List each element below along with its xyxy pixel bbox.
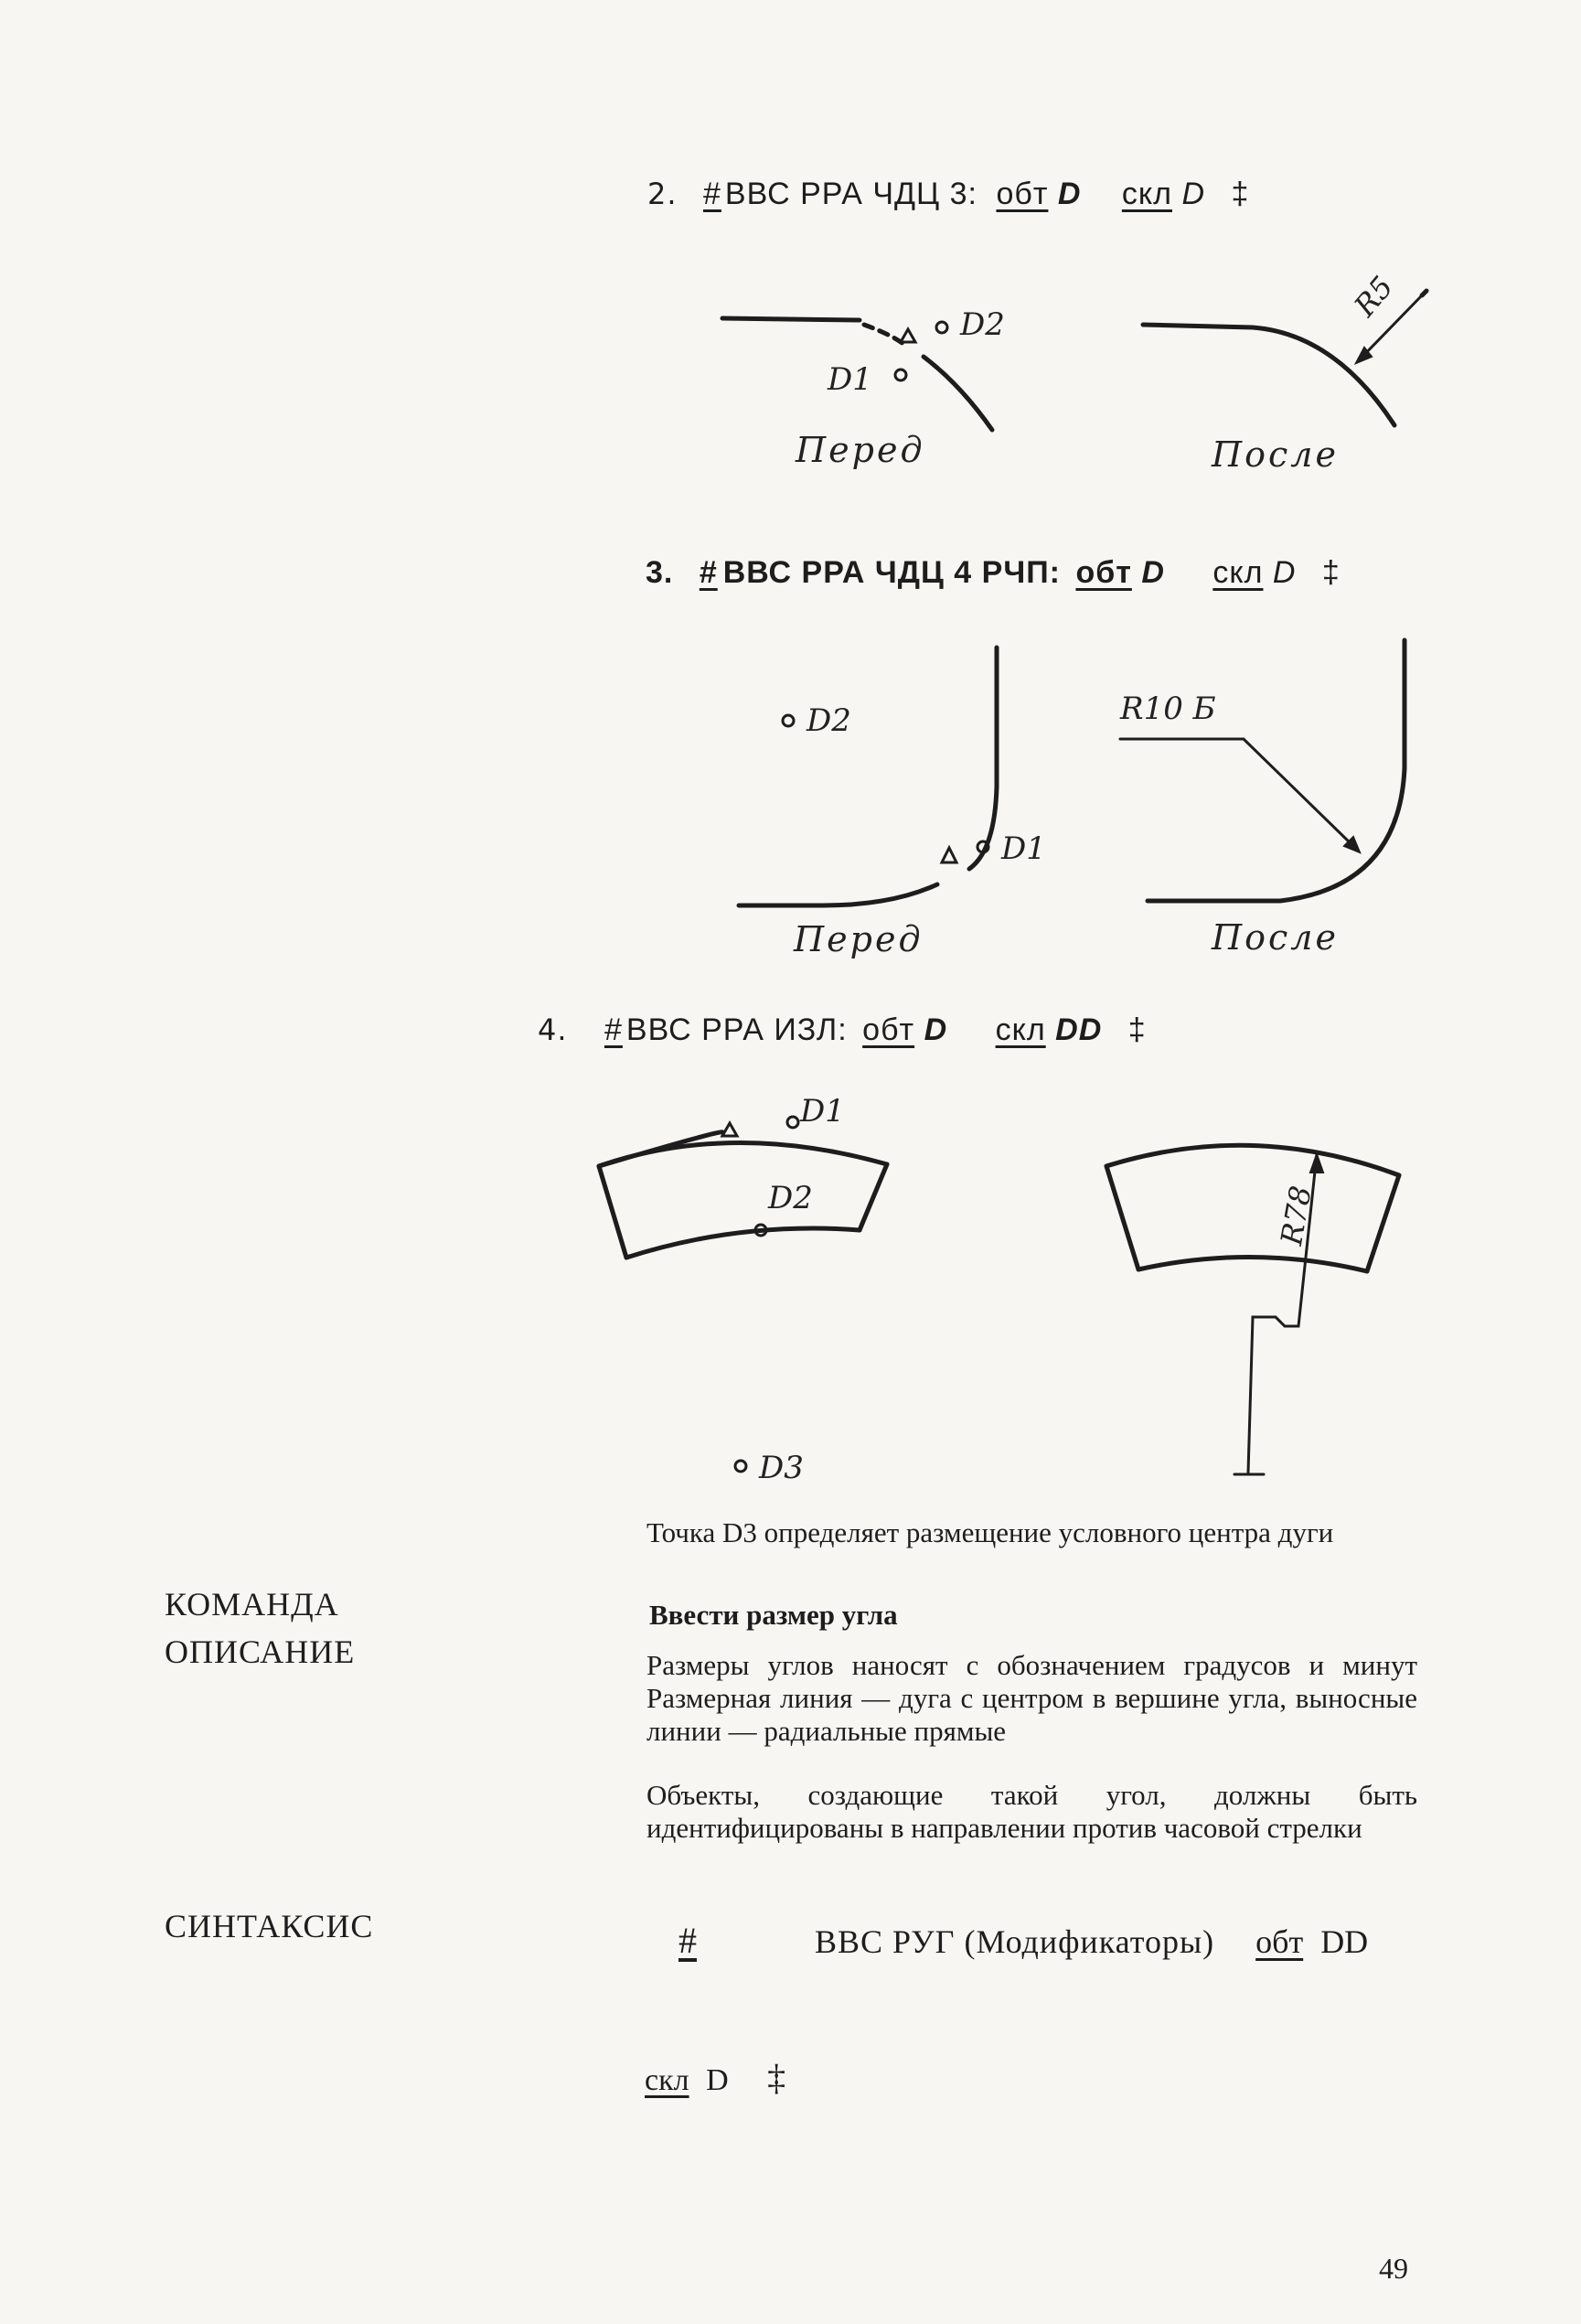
description-label: ОПИСАНИЕ bbox=[165, 1633, 356, 1670]
before-label: Перед bbox=[796, 430, 925, 470]
example-4-before-drawing bbox=[599, 1117, 887, 1472]
command-title: Ввести размер угла bbox=[649, 1599, 898, 1631]
obt-argument: DD bbox=[1320, 1923, 1369, 1960]
example-3-before-drawing bbox=[739, 648, 997, 905]
end-symbol: ‡ bbox=[1321, 555, 1341, 590]
command-text: ВВС РРА ЧДЦ 3: bbox=[724, 177, 977, 211]
skl-keyword: скл bbox=[995, 1012, 1046, 1047]
description-paragraph-2: Объекты, создающие такой угол, должны быть идентифицированы в направлении против часовой стрелки bbox=[646, 1779, 1417, 1844]
end-symbol: ‡ bbox=[1127, 1012, 1147, 1047]
point-d2-label: D2 bbox=[768, 1180, 813, 1216]
skl-argument: DD bbox=[1055, 1012, 1103, 1047]
obt-keyword: обт bbox=[862, 1012, 915, 1047]
example-number: 4. bbox=[538, 1012, 568, 1047]
syntax-line-2 bbox=[645, 2056, 785, 2099]
point-d2-label: D2 bbox=[960, 306, 1005, 343]
skl-argument: D bbox=[1272, 555, 1297, 590]
skl-argument: D bbox=[706, 2063, 729, 2097]
page-number: 49 bbox=[1379, 2252, 1408, 2285]
example-3-after-drawing bbox=[1120, 640, 1405, 901]
example-number: 2. bbox=[647, 177, 678, 211]
d3-note: Точка D3 определяет размещение условного центра дуги bbox=[646, 1516, 1334, 1548]
point-d2-label: D2 bbox=[807, 702, 851, 739]
syntax-label: СИНТАКСИС bbox=[165, 1908, 374, 1944]
skl-argument: D bbox=[1181, 177, 1205, 211]
obt-argument: D bbox=[924, 1012, 948, 1047]
obt-keyword: обт bbox=[1075, 555, 1132, 590]
before-label: Перед bbox=[794, 919, 924, 959]
obt-argument: D bbox=[1141, 555, 1165, 590]
skl-keyword: скл bbox=[1212, 555, 1264, 590]
skl-keyword: скл bbox=[1121, 177, 1172, 211]
dimension-r78: R78 bbox=[1274, 1183, 1319, 1248]
point-d1-label: D1 bbox=[828, 361, 872, 398]
dimension-r5: R5 bbox=[1347, 269, 1401, 324]
dimension-r10: R10 Б bbox=[1120, 691, 1216, 727]
command-label: КОМАНДА bbox=[165, 1586, 339, 1623]
hash-symbol: # bbox=[604, 1012, 623, 1047]
command-text: ВВС РРА ЧДЦ 4 РЧП: bbox=[722, 555, 1061, 590]
hash-symbol: # bbox=[699, 555, 718, 590]
obt-keyword: обт bbox=[996, 177, 1049, 211]
end-symbol: ‡ bbox=[767, 2057, 786, 2098]
hash-symbol: # bbox=[678, 1920, 697, 1961]
hash-symbol: # bbox=[702, 177, 721, 211]
obt-argument: D bbox=[1057, 177, 1082, 211]
end-symbol: ‡ bbox=[1231, 177, 1250, 211]
point-d1-label: D1 bbox=[800, 1093, 845, 1130]
example-4-after-drawing bbox=[1106, 1145, 1399, 1474]
point-d3-label: D3 bbox=[759, 1450, 804, 1486]
syntax-line-1 bbox=[678, 1919, 1368, 1962]
syntax-command: ВВС РУГ (Модификаторы) bbox=[815, 1923, 1215, 1960]
skl-keyword: скл bbox=[645, 2063, 689, 2097]
example-number: 3. bbox=[646, 555, 674, 590]
after-label: После bbox=[1212, 917, 1339, 958]
after-label: После bbox=[1212, 434, 1339, 475]
obt-keyword: обт bbox=[1255, 1923, 1304, 1960]
point-d1-label: D1 bbox=[1001, 830, 1046, 867]
description-paragraph-1: Размеры углов наносят с обозначением градусов и минут Размерная линия — дуга с центром в вершине угла, выносные линии — радиальные прямые bbox=[646, 1649, 1417, 1747]
command-text: ВВС РРА ИЗЛ: bbox=[625, 1012, 848, 1047]
